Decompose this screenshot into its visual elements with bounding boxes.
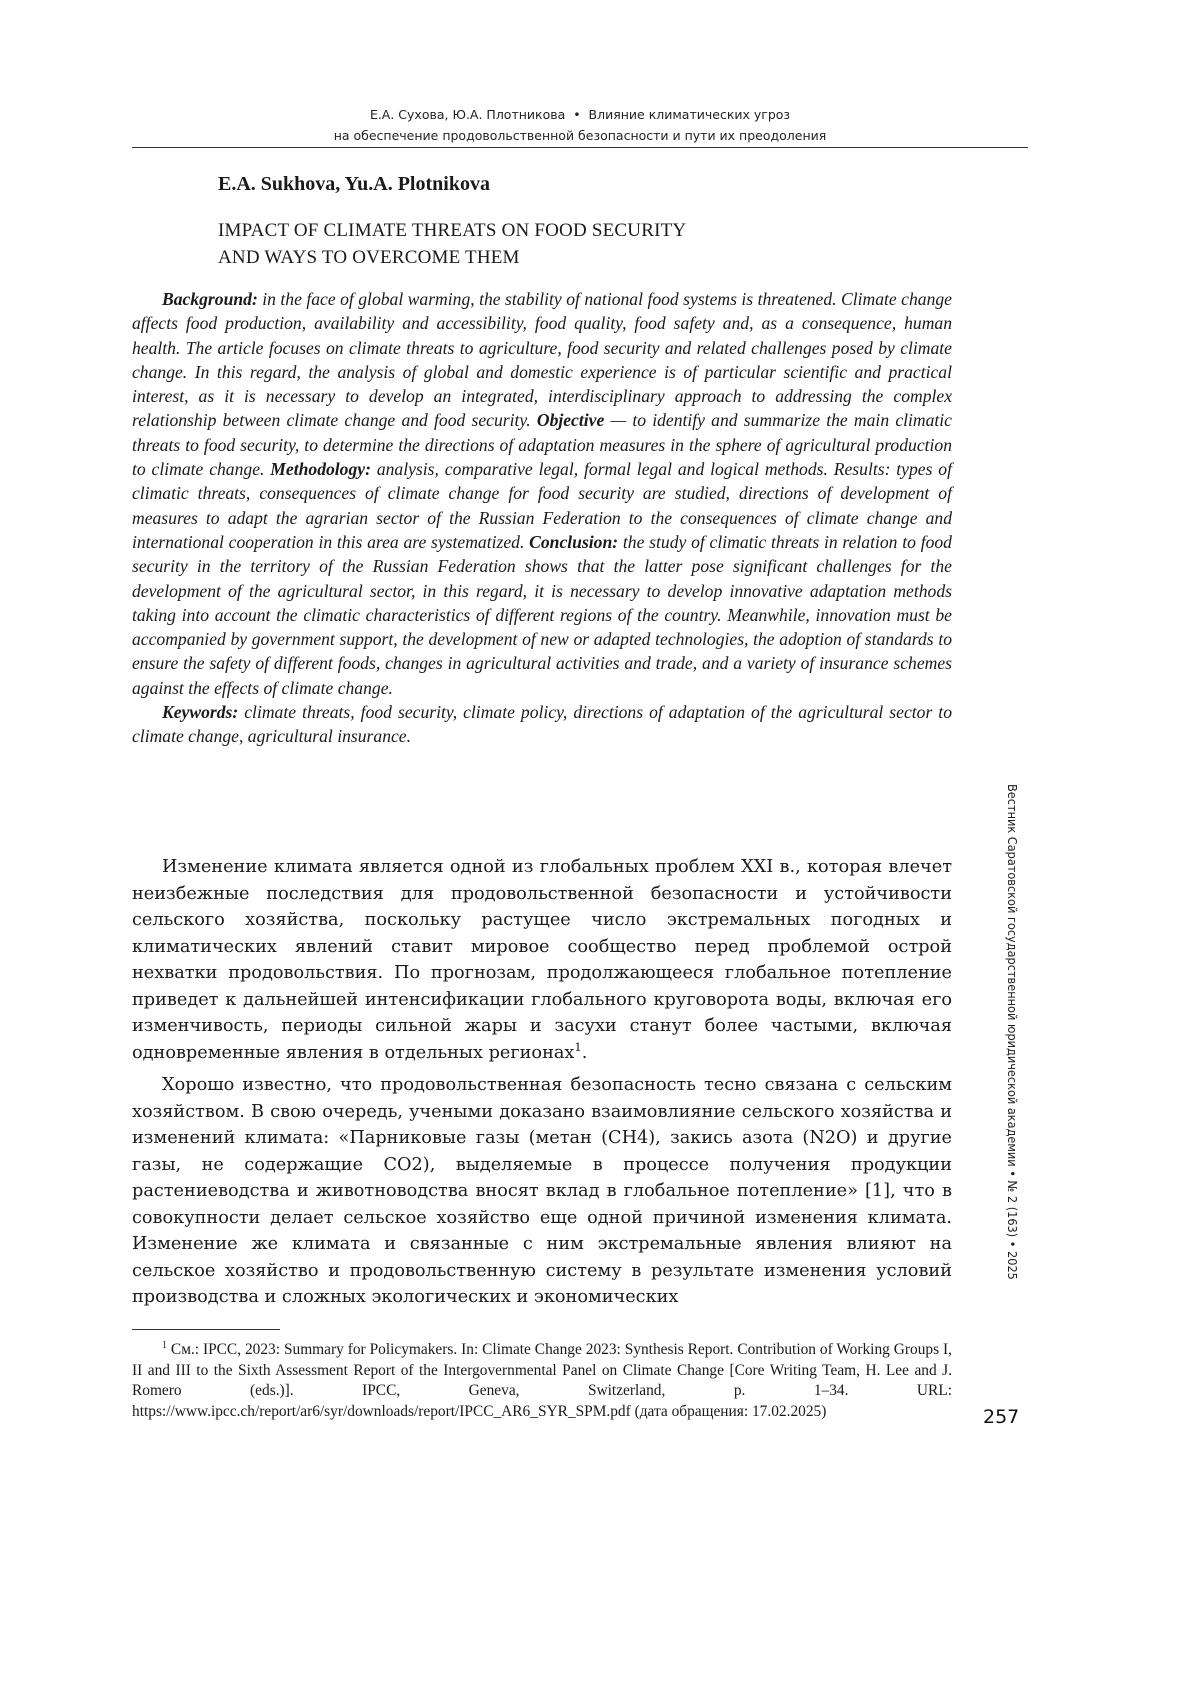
footnote-reference[interactable]: 1 — [574, 1039, 582, 1054]
footnote-paragraph — [132, 1340, 952, 1422]
objective-label: Objective — [536, 410, 605, 431]
keywords-label: Keywords: — [162, 702, 239, 723]
article-title-line-2: AND WAYS TO OVERCOME THEM — [218, 247, 520, 268]
keywords-text: climate threats, food security, climate policy, directions of adaptation of the agricultural sector to climate change, agricultural insurance. — [132, 702, 952, 747]
abstract-paragraph — [132, 287, 952, 700]
abstract — [132, 287, 952, 749]
conclusion-label: Conclusion: — [529, 531, 619, 552]
running-head-separator: • — [573, 107, 581, 122]
journal-sidebar: Вестник Саратовской государственной юридической академии • № 2 (163) • 2025 — [1005, 784, 1020, 1280]
objective-text: — to identify and summarize the main climatic threats to food security, to determine the directions of adaptation measures in the sphere of agricultural production to climate change. — [132, 410, 952, 480]
running-head-line-1 — [132, 104, 1028, 125]
running-head — [132, 104, 1028, 146]
header-rule — [132, 147, 1028, 148]
body-paragraph-1-text: Изменение климата является одной из глобальных проблем XXI в., которая влечет неизбежные последствия для продовольственной безопасности и устойчивости сельского хозяйства, поскольку растущее число экстремальных погодных и климатических явлений ставит мировое сообщество перед проблемой острой нехватки продовольствия. По прогнозам, продолжающееся глобальное потепление приведет к дальнейшей интенсификации глобального круговорота воды, включая его изменчивость, периоды сильной жары и засухи станут более частыми, включая одновременные явления в отдельных регионах — [132, 857, 952, 1063]
background-label: Background: — [162, 289, 258, 309]
body-paragraph-2: Хорошо известно, что продовольственная безопасность тесно связана с сельским хозяйством. В свою очередь, учеными доказано взаимовлияние сельского хозяйства и изменений климата: «Парниковые газы (метан (CH4), закись азота (N2O) и другие газы, не содержащие CO2), выделяемые в процессе получения продукции растениеводства и животноводства вносят вклад в глобальное потепление» [1], что в совокупности делает сельское хозяйство еще одной причиной изменения климата. Изменение же климата и связанные с ним экстремальные явления влияют на сельское хозяйство и продовольственную систему в результате изменения условий производства и сложных экологических и экономических — [132, 1075, 952, 1307]
conclusion-text: the study of climatic threats in relation to food security in the territory of the Russian Federation shows that the latter pose significant challenges for the development of the agricultural sector, in this regard, it is necessary to develop innovative adaptation methods taking into account the climatic characteristics of different regions of the country. Meanwhile, innovation must be accompanied by government support, the development of new or adapted technologies, the adoption of standards to ensure the safety of different foods, changes in agricultural activities and trade, and a variety of insurance schemes against the effects of climate change. — [132, 531, 952, 698]
page-number: 257 — [983, 1406, 1020, 1428]
footnote-mark: 1 — [162, 1339, 167, 1351]
methodology-label: Methodology: — [270, 459, 371, 480]
footnote — [132, 1340, 952, 1422]
body-text — [132, 854, 952, 1317]
article-title — [218, 217, 686, 271]
running-head-authors: Е.А. Сухова, Ю.А. Плотникова — [369, 107, 566, 122]
body-paragraph-1-end: . — [581, 1042, 588, 1063]
article-authors: E.A. Sukhova, Yu.A. Plotnikova — [218, 173, 490, 195]
keywords-paragraph — [132, 700, 952, 749]
background-text: in the face of global warming, the stability of national food systems is threatened. Climate change affects food production, availability and accessibility, food quality, food safety and, as a consequence, human health. The article focuses on climate threats to agriculture, food security and related challenges posed by climate change. In this regard, the analysis of global and domestic experience is of particular scientific and practical interest, as it is necessary to develop an integrated, interdisciplinary approach to addressing the complex relationship between climate change and food security. — [132, 289, 952, 431]
body-paragraph-1 — [132, 854, 952, 1066]
methodology-text: analysis, comparative legal, formal legal and logical methods. Results: types of climatic threats, consequences of climate change for food security are studied, directions of development of measures to adapt the agrarian sector of the Russian Federation to the consequences of climate change and international cooperation in this area are systematized. — [132, 459, 952, 552]
running-head-line-2: на обеспечение продовольственной безопасности и пути их преодоления — [333, 128, 827, 143]
footnote-text: См.: IPCC, 2023: Summary for Policymakers. In: Climate Change 2023: Synthesis Report. Contribution of Working Groups I, II and III to the Sixth Assessment Report of the Intergovernmental Panel on Climate Change [Core Writing Team, H. Lee and J. Romero (eds.)]. IPCC, Geneva, Switzerland, p. 1–34. URL: https://www.ipcc.ch/report/ar6/syr/downloads/report/IPCC_AR6_SYR_SPM.pdf (дата обращения: 17.02.2025) — [132, 1341, 952, 1420]
footnote-rule — [132, 1329, 280, 1330]
running-head-title: Влияние климатических угроз — [588, 107, 791, 122]
article-title-line-1: IMPACT OF CLIMATE THREATS ON FOOD SECURITY — [218, 220, 687, 241]
